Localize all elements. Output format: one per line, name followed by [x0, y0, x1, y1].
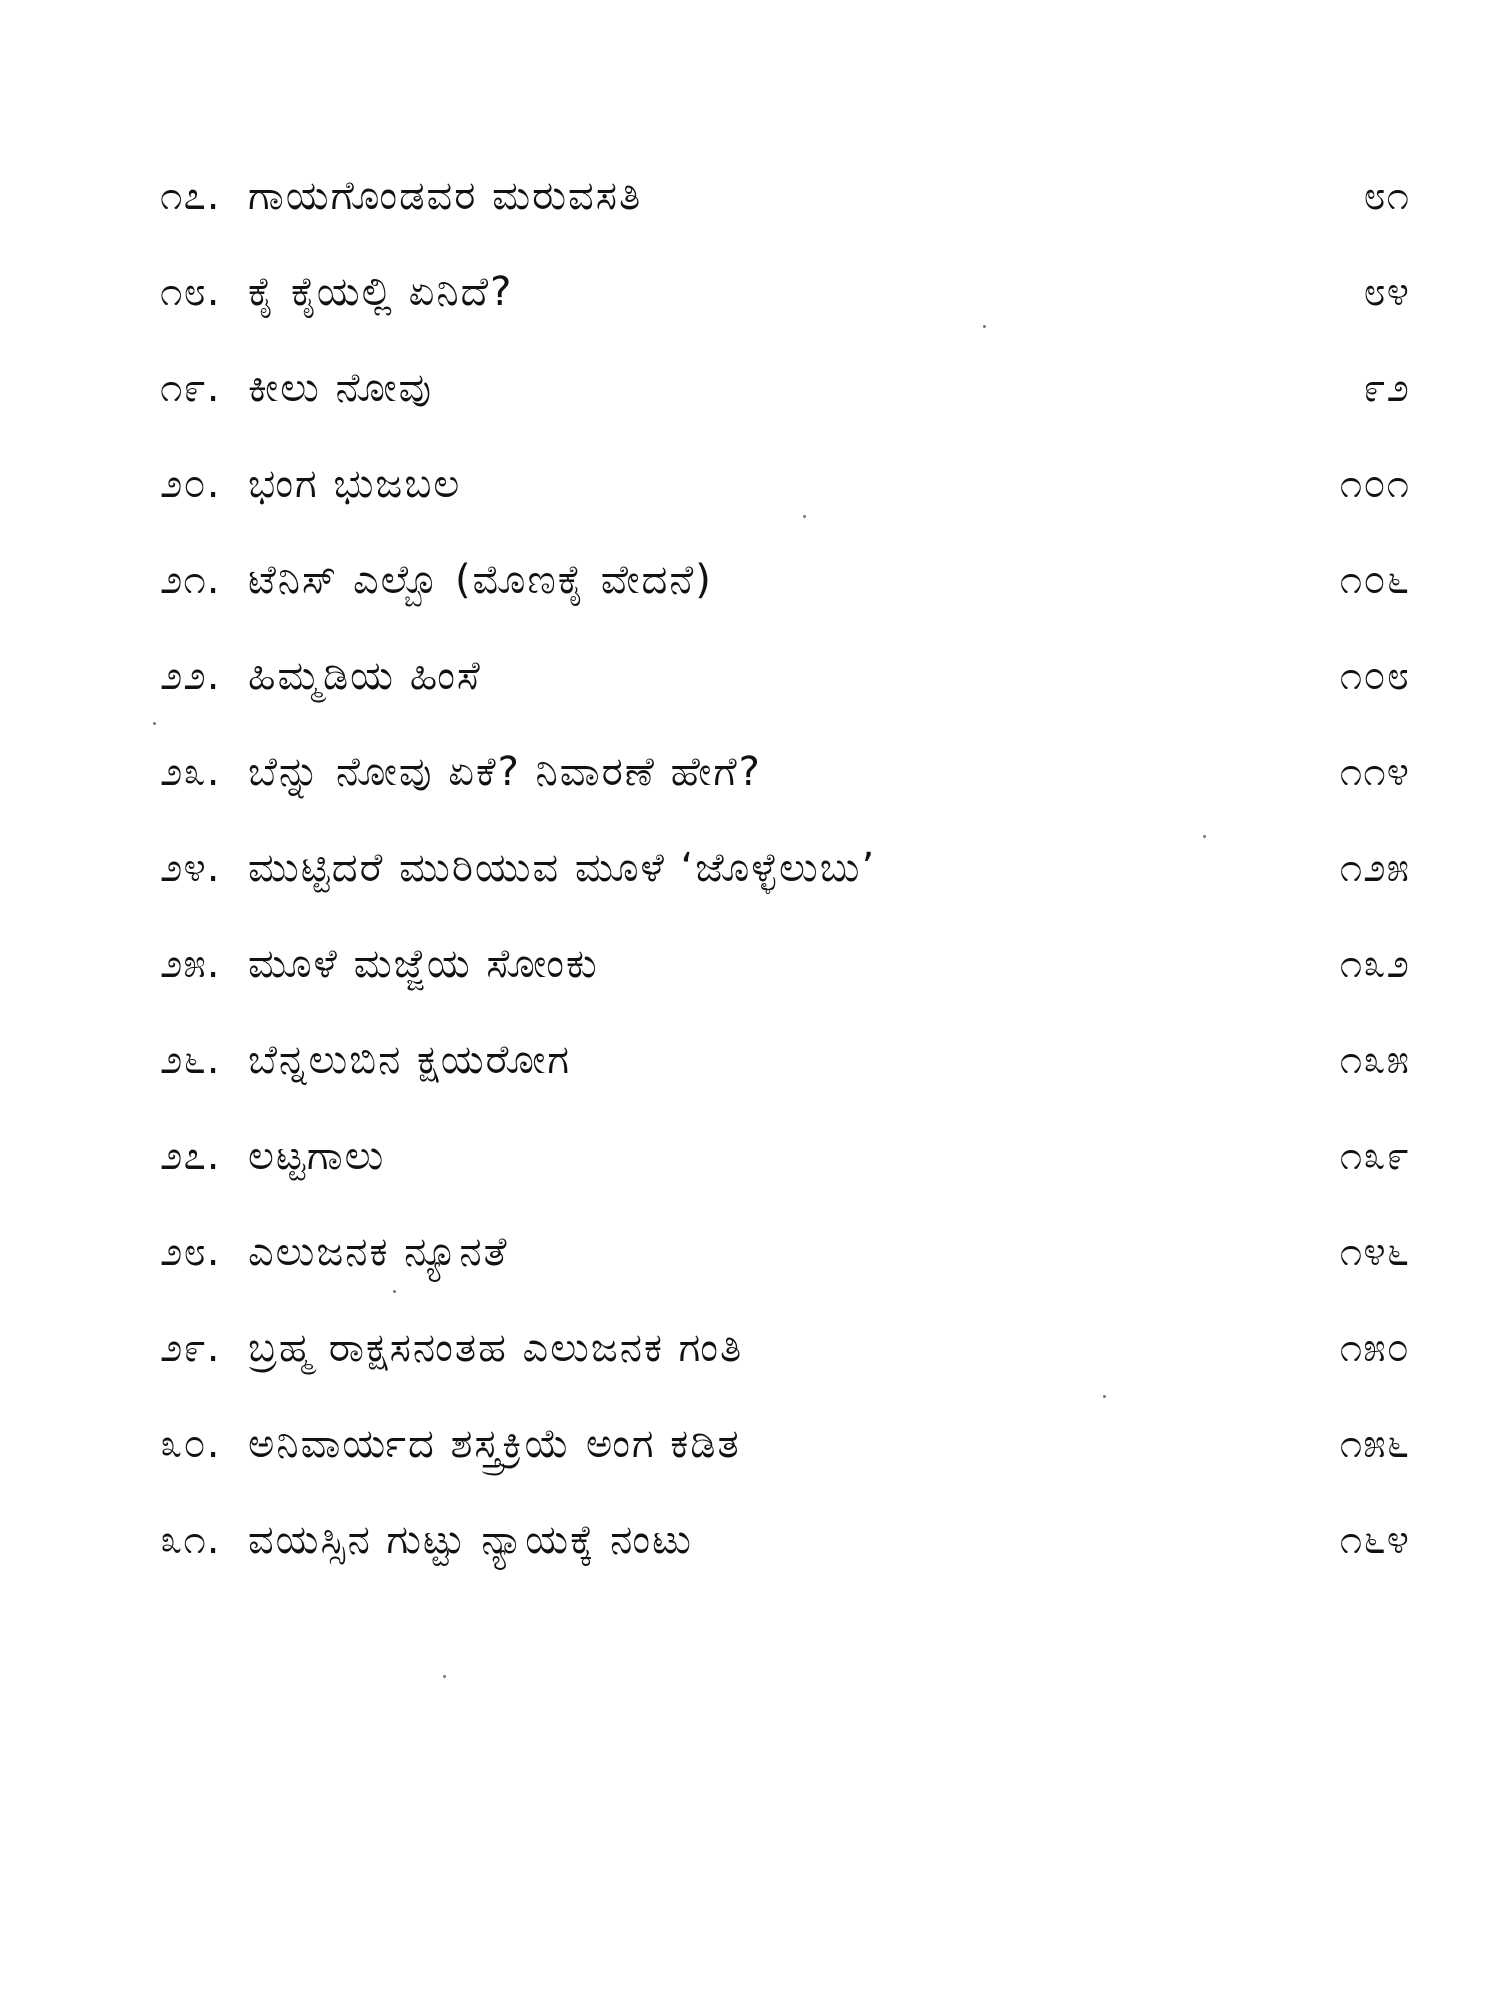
entry-number: ೩೧.: [160, 1517, 221, 1563]
scan-speck: [443, 1675, 446, 1678]
entry-number: ೨೯.: [160, 1325, 221, 1371]
toc-entry: [160, 1492, 1410, 1588]
toc-entry: [160, 436, 1410, 532]
toc-entry: [160, 244, 1410, 340]
entry-page-number: ೧೩೨: [1339, 941, 1410, 987]
entry-title: ಕೈ ಕೈಯಲ್ಲಿ ಏನಿದೆ?: [248, 269, 514, 315]
entry-page-number: ೧೩೫: [1339, 1037, 1410, 1083]
toc-entry: [160, 1108, 1410, 1204]
entry-page-number: ೧೫೦: [1339, 1325, 1410, 1371]
entry-page-number: ೧೧೪: [1339, 749, 1410, 795]
scan-speck: [803, 515, 806, 518]
entry-number: ೨೪.: [160, 845, 221, 891]
entry-title: ಬೆನ್ನು ನೋವು ಏಕೆ? ನಿವಾರಣೆ ಹೇಗೆ?: [248, 749, 762, 795]
entry-number: ೧೯.: [160, 365, 221, 411]
toc-entry: [160, 532, 1410, 628]
entry-number: ೨೬.: [160, 1037, 221, 1083]
entry-page-number: ೧೨೫: [1339, 845, 1410, 891]
entry-page-number: ೮೧: [1363, 173, 1410, 219]
entry-number: ೨೩.: [160, 749, 221, 795]
toc-entry: [160, 628, 1410, 724]
scan-speck: [153, 722, 156, 725]
scan-speck: [393, 1290, 396, 1293]
entry-page-number: ೧೪೬: [1339, 1229, 1410, 1275]
entry-page-number: ೧೩೯: [1339, 1133, 1410, 1179]
entry-title: ಬ್ರಹ್ಮ ರಾಕ್ಷಸನಂತಹ ಎಲುಜನಕ ಗಂತಿ: [248, 1325, 744, 1371]
table-of-contents: [160, 148, 1410, 1588]
toc-entry: [160, 148, 1410, 244]
entry-title: ಲಟ್ಟಗಾಲು: [248, 1133, 386, 1179]
entry-page-number: ೧೬೪: [1339, 1517, 1410, 1563]
entry-title: ಭಂಗ ಭುಜಬಲ: [248, 461, 462, 507]
entry-number: ೨೨.: [160, 653, 221, 699]
entry-title: ಬೆನ್ನಲುಬಿನ ಕ್ಷಯರೋಗ: [248, 1037, 571, 1083]
entry-title: ಕೀಲು ನೋವು: [248, 365, 434, 411]
toc-entry: [160, 820, 1410, 916]
entry-page-number: ೧೦೮: [1339, 653, 1410, 699]
entry-title: ಎಲುಜನಕ ನ್ಯೂನತೆ: [248, 1229, 509, 1275]
toc-entry: [160, 1012, 1410, 1108]
scan-speck: [983, 325, 986, 328]
entry-title: ಹಿಮ್ಮಡಿಯ ಹಿಂಸೆ: [248, 653, 482, 699]
entry-number: ೧೮.: [160, 269, 221, 315]
entry-number: ೨೭.: [160, 1133, 221, 1179]
entry-number: ೩೦.: [160, 1421, 221, 1467]
toc-entry: [160, 1204, 1410, 1300]
scan-speck: [1203, 835, 1206, 838]
entry-number: ೨೫.: [160, 941, 221, 987]
entry-page-number: ೧೦೬: [1339, 557, 1410, 603]
entry-page-number: ೮೪: [1363, 269, 1410, 315]
entry-number: ೧೭.: [160, 173, 221, 219]
toc-entry: [160, 340, 1410, 436]
toc-entry: [160, 1300, 1410, 1396]
entry-title: ವಯಸ್ಸಿನ ಗುಟ್ಟು ನ್ಯಾಯಕ್ಕೆ ನಂಟು: [248, 1517, 693, 1563]
entry-page-number: ೯೨: [1363, 365, 1410, 411]
entry-title: ಗಾಯಗೊಂಡವರ ಮರುವಸತಿ: [248, 173, 643, 219]
entry-number: ೨೧.: [160, 557, 221, 603]
entry-title: ಮೂಳೆ ಮಜ್ಜೆಯ ಸೋಂಕು: [248, 941, 599, 987]
toc-entry: [160, 1396, 1410, 1492]
entry-title: ಮುಟ್ಟಿದರೆ ಮುರಿಯುವ ಮೂಳೆ ‘ಜೊಳ್ಳೆಲುಬು’: [248, 845, 877, 891]
toc-entry: [160, 916, 1410, 1012]
entry-page-number: ೧೦೧: [1339, 461, 1410, 507]
toc-entry: [160, 724, 1410, 820]
entry-title: ಅನಿವಾರ್ಯದ ಶಸ್ತ್ರಕ್ರಿಯೆ ಅಂಗ ಕಡಿತ: [248, 1421, 741, 1467]
scan-speck: [1103, 1395, 1106, 1398]
entry-page-number: ೧೫೬: [1339, 1421, 1410, 1467]
entry-title: ಟೆನಿಸ್ ಎಲ್ಬೊ (ಮೊಣಕೈ ವೇದನೆ): [248, 557, 713, 603]
entry-number: ೨೮.: [160, 1229, 221, 1275]
entry-number: ೨೦.: [160, 461, 221, 507]
